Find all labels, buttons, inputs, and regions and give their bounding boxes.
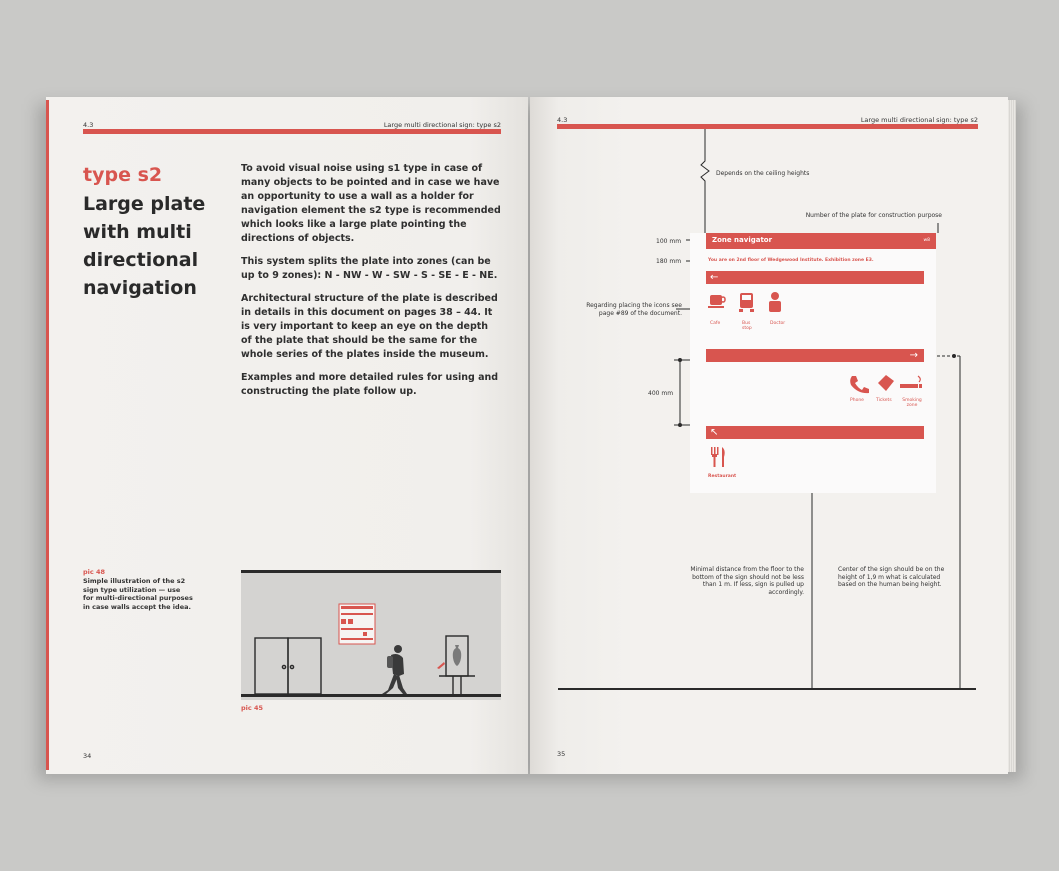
icon-label-tickets: Tickets [876,398,892,403]
arrow-up-left-icon: ↖ [710,427,719,438]
smoking-icon [900,376,922,388]
dimension-100: 100 mm [656,238,682,245]
icon-label-bus-stop: Bus stop [742,321,752,331]
body-text [241,162,501,408]
wall-illustration [241,570,501,700]
right-header-title: Large multi directional sign: type s2 [860,116,978,124]
page-stack-edge [1008,100,1016,772]
double-door-icon [255,638,321,694]
icon-label-doctor: Doctor [770,321,786,326]
paragraph-4: Examples and more detailed rules for using and constructing the plate follow up. [241,372,499,397]
zone-navigator-sign [690,233,936,493]
left-section-number: 4.3 [83,121,94,129]
ticket-icon [878,375,894,391]
sign-header [706,233,936,249]
dimension-400: 400 mm [648,390,674,397]
paragraph-3: Architectural structure of the plate is described in details in this document on pages 38 – 44. It is very important to keep an eye on the depth of the plate that should be the same for the whole series of the plates inside the museum. [241,293,498,360]
small-red-sign-icon [437,662,445,669]
left-header-title: Large multi directional sign: type s2 [383,121,501,129]
vase-icon [453,645,461,666]
caption-label: pic 48 [83,568,106,576]
coffee-cup-icon [708,295,725,308]
walking-person-icon [382,645,407,694]
arrow-left-icon: ← [710,272,719,283]
page-title: Large plate with multi directional navigation [83,193,206,299]
wall-sign-icon [339,604,375,644]
caption-text: Simple illustration of the s2 sign type utilization — use for multi-directional purposes in case walls accept the idea. [83,577,193,611]
note-icons: Regarding placing the icons see page #89 of the document. [586,302,682,317]
doctor-icon [769,292,781,312]
page-title-type: type s2 [83,164,163,186]
paragraph-1: To avoid visual noise using s1 type in case of many objects to be pointed and in case we have an opportunity to use a wall as a holder for navigation element the s2 type is recommended which looks like a large plate pointing the directions of objects. [241,163,501,244]
direction-bar-east [706,349,924,362]
note-plate-number: Number of the plate for construction purpose [805,212,942,219]
note-ceiling: Depends on the ceiling heights [716,170,810,177]
sign-plate-id: w8 [923,238,930,243]
icon-label-cafe: Cafe [710,321,721,326]
note-sign-height: Center of the sign should be on the height of 1,9 m what is calculated based on the human being height. [838,566,945,588]
bus-icon [739,293,754,312]
right-page-number: 35 [557,750,566,758]
paragraph-2: This system splits the plate into zones (can be up to 9 zones): N - NW - W - SW - S - SE - E - NE. [241,256,498,281]
left-page-number: 34 [83,752,92,760]
icon-label-phone: Phone [850,398,864,403]
sign-location-line: You are on 2nd floor of Wedgewood Institute. Exhibition zone E3. [708,258,874,263]
dimension-180: 180 mm [656,258,682,265]
right-section-number: 4.3 [557,116,568,124]
direction-bar-west [706,271,924,284]
icon-label-smoking-zone: Smoking zone [902,398,922,408]
restaurant-icon [711,447,725,467]
note-floor-distance: Minimal distance from the floor to the bottom of the sign should not be less than 1 m. If less, sign is pulled up accordingly. [690,566,804,596]
icon-label-restaurant: Restaurant [708,474,737,479]
phone-icon [850,376,869,393]
sign-title: Zone navigator [712,236,773,244]
direction-bar-northwest [706,426,924,439]
illustration-label: pic 45 [241,704,264,712]
left-page-red-edge [46,100,49,770]
left-header-rule [83,129,501,134]
arrow-right-icon: → [909,350,918,361]
